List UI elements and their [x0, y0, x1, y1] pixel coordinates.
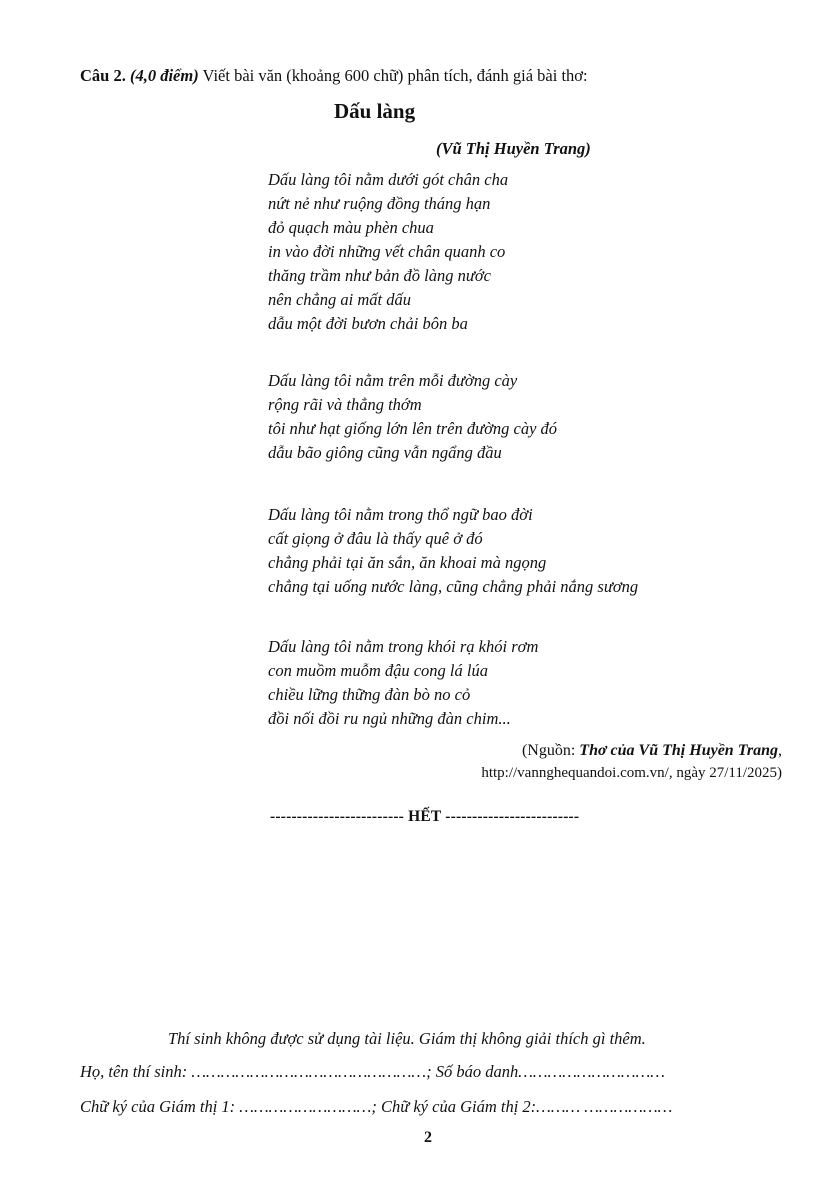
question-points: (4,0 điểm) — [129, 66, 199, 85]
poem-line: Dấu làng tôi nằm trong thổ ngữ bao đời — [268, 505, 533, 524]
poem-author: (Vũ Thị Huyền Trang) — [436, 139, 591, 158]
poem-line: Dấu làng tôi nằm trong khói rạ khói rơm — [268, 637, 539, 656]
poem-line: rộng rãi và thẳng thớm — [268, 395, 422, 414]
poem-line: Dấu làng tôi nằm dưới gót chân cha — [268, 170, 509, 189]
poem-title: Dấu làng — [334, 99, 416, 123]
poem-line: đỏ quạch màu phèn chua — [268, 218, 434, 237]
poem-stanza-1 — [268, 168, 508, 336]
source-prefix: (Nguồn: — [521, 742, 580, 759]
poem-line: con muồm muỗm đậu cong lá lúa — [268, 661, 488, 680]
poem-stanza-3 — [268, 503, 638, 599]
poem-stanza-2 — [268, 369, 557, 465]
invigilator-signature-line: Chữ ký của Giám thị 1: ………………………; Chữ ký của Giám thị 2:……… ……………… — [80, 1097, 673, 1116]
poem-line: dẫu một đời bươn chải bôn ba — [268, 314, 468, 333]
question-prompt: Viết bài văn (khoảng 600 chữ) phân tích, đánh giá bài thơ: — [202, 66, 588, 85]
candidate-info-line: Họ, tên thí sinh: …………………………………………; Số báo danh………………………… — [80, 1062, 665, 1081]
poem-line: chẳng tại uống nước làng, cũng chẳng phải nắng sương — [268, 577, 639, 596]
poem-line: dẫu bão giông cũng vẫn ngẩng đầu — [268, 443, 502, 462]
question-heading — [80, 66, 588, 86]
poem-line: in vào đời những vết chân quanh co — [268, 242, 506, 261]
source-url-date: http://vannghequandoi.com.vn/, ngày 27/11/2025) — [481, 765, 782, 781]
poem-line: Dấu làng tôi nằm trên mỗi đường cày — [268, 371, 518, 390]
end-marker: ------------------------- HẾT ------------------------- — [270, 808, 580, 825]
source-book: Thơ của Vũ Thị Huyền Trang — [579, 742, 778, 759]
poem-line: chẳng phải tại ăn sắn, ăn khoai mà ngọng — [268, 553, 547, 572]
source-citation — [522, 742, 782, 760]
poem-line: cất giọng ở đâu là thấy quê ở đó — [268, 529, 483, 548]
exam-note: Thí sinh không được sử dụng tài liệu. Giám thị không giải thích gì thêm. — [168, 1029, 646, 1048]
page-number: 2 — [424, 1129, 432, 1146]
poem-line: thăng trầm như bản đồ làng nước — [268, 266, 491, 285]
poem-line: đồi nối đồi ru ngủ những đàn chim... — [268, 709, 511, 728]
poem-line: tôi như hạt giống lớn lên trên đường cày đó — [268, 419, 558, 438]
source-suffix: , — [778, 742, 782, 759]
poem-line: nên chẳng ai mất dấu — [268, 290, 411, 309]
question-label: Câu 2. — [80, 66, 126, 85]
poem-line: nứt nẻ như ruộng đồng tháng hạn — [268, 194, 491, 213]
poem-line: chiều lững thững đàn bò no cỏ — [268, 685, 471, 704]
poem-stanza-4 — [268, 635, 538, 731]
